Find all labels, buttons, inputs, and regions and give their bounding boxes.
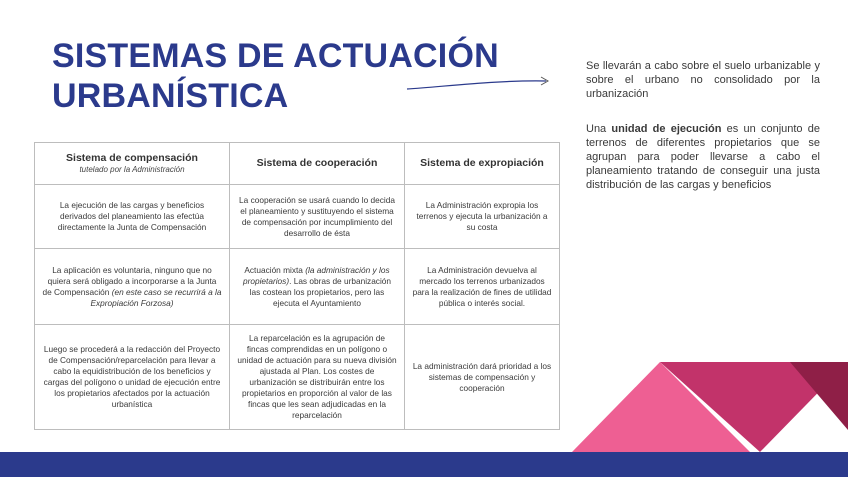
cell-expropiacion: La administración dará prioridad a los sistemas de compensación y cooperación bbox=[405, 325, 560, 430]
bottom-bar bbox=[0, 452, 848, 477]
header-compensacion-sub: tutelado por la Administración bbox=[79, 165, 185, 174]
header-cooperacion: Sistema de cooperación bbox=[230, 143, 405, 185]
cell-expropiacion: La Administración expropia los terrenos y ejecuta la urbanización a su costa bbox=[405, 185, 560, 249]
cell-compensacion: La ejecución de las cargas y beneficios derivados del planeamiento las efectúa directamente la Junta de Compensación bbox=[35, 185, 230, 249]
cell-compensacion: La aplicación es voluntaria, ninguno que no quiera será obligado a incorporarse a la Junta de Compensación (en este caso se recurrirá a la Expropiación Forzosa) bbox=[35, 249, 230, 325]
header-compensacion: Sistema de compensación tutelado por la Administración bbox=[35, 143, 230, 185]
side-text-suelo: Se llevarán a cabo sobre el suelo urbanizable y sobre el urbano no consolidado por la urbanización bbox=[586, 60, 820, 100]
title-line-1: SISTEMAS DE ACTUACIÓN bbox=[52, 37, 499, 75]
cell-cooperacion: La reparcelación es la agrupación de fincas comprendidas en un polígono o unidad de actuación para su nueva división ajustada al Plan. Los costes de urbanización se distribuirán entre los propietarios en proporción al valor de las fincas que les sean adjudicadas en la reparcelación bbox=[230, 325, 405, 430]
side-text-unidad-ejecucion: Una unidad de ejecución es un conjunto de terrenos de diferentes propietarios que se agrupan para poder llevarse a cabo el planeamiento tratando de conseguir una justa distribución de las cargas y beneficios bbox=[586, 123, 820, 191]
cell-expropiacion: La Administración devuelva al mercado los terrenos urbanizados para la realización de fines de utilidad pública o interés social. bbox=[405, 249, 560, 325]
header-expropiacion: Sistema de expropiación bbox=[405, 143, 560, 185]
cell-cooperacion: La cooperación se usará cuando lo decida el planeamiento y sustituyendo el sistema de compensación por incumplimiento del desarrollo de ésta bbox=[230, 185, 405, 249]
unidad-ejecucion-term: unidad de ejecución bbox=[611, 123, 722, 135]
cell-compensacion: Luego se procederá a la redacción del Proyecto de Compensación/reparcelación para llevar a cabo la equidistribución de los beneficios y cargas del polígono o unidad de ejecución entre los propietarios afectados por la actuación urbanística bbox=[35, 325, 230, 430]
title-line-2: URBANÍSTICA bbox=[52, 77, 289, 115]
cell-cooperacion: Actuación mixta (la administración y los propietarios). Las obras de urbanización las costean los propietarios, pero las ejecuta el Ayuntamiento bbox=[230, 249, 405, 325]
